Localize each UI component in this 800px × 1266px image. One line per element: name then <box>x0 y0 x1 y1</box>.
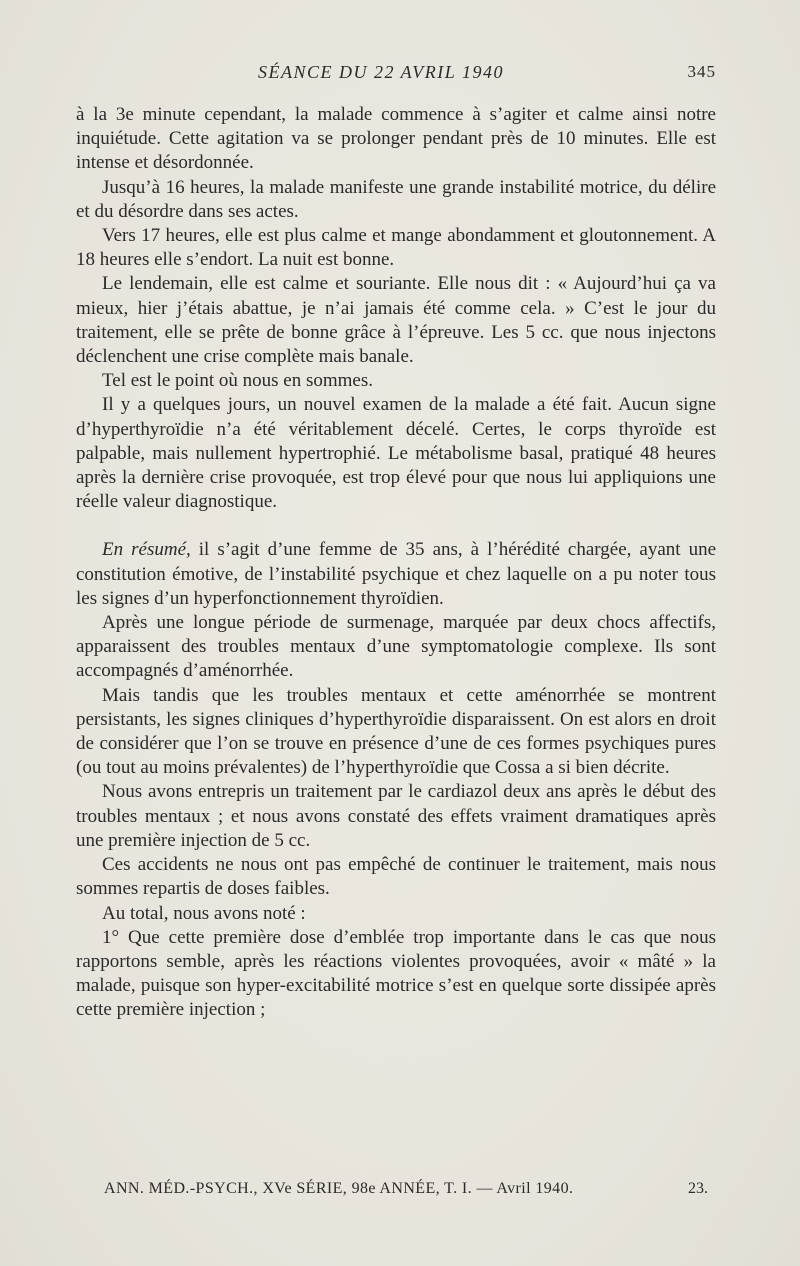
running-head <box>76 62 716 88</box>
paragraph-2: Jusqu’à 16 heures, la malade manifeste une grande instabilité motrice, du délire et du désordre dans ses actes. <box>76 176 716 222</box>
summary-rest: il s’agit d’une femme de 35 ans, à l’hérédité chargée, ayant une constitution émotive, de l’instabilité psychique et chez laquelle on a pu noter tous les signes d’un hyperfonctionnement thyroïdien. <box>76 539 716 609</box>
page-footer <box>104 1180 708 1204</box>
paragraph-3: Vers 17 heures, elle est plus calme et mange abondamment et gloutonnement. A 18 heures elle s’endort. La nuit est bonne. <box>76 225 716 271</box>
running-title: SÉANCE DU 22 AVRIL 1940 <box>258 62 504 82</box>
paragraph-7: Après une longue période de surmenage, marquée par deux chocs affectifs, apparaissent des troubles mentaux d’une symptomatologie complexe. Ils sont accompagnés d’aménorrhée. <box>76 612 716 682</box>
paragraph-9: Nous avons entrepris un traitement par le cardiazol deux ans après le début des troubles mentaux ; et nous avons constaté des effets vraiment dramatiques après une première injection de 5 cc. <box>76 781 716 851</box>
section-gap <box>76 514 716 538</box>
paragraph-12: 1° Que cette première dose d’emblée trop importante dans le cas que nous rapportons semble, après les réactions violentes provoquées, avoir « mâté » la malade, puisque son hyper-excitabilité motrice s’est en quelque sorte dissipée après cette première injection ; <box>76 926 716 1021</box>
paragraph-5: Tel est le point où nous en sommes. <box>102 370 373 392</box>
summary-lead: En résumé, <box>102 539 191 561</box>
page-number: 345 <box>687 62 716 81</box>
paragraph-4: Le lendemain, elle est calme et souriante. Elle nous dit : « Aujourd’hui ça va mieux, hier j’étais abattue, je n’ai jamais été comme cela. » C’est le jour du traitement, elle se prête de bonne grâce à l’épreuve. Les 5 cc. que nous injectons déclenchent une crise complète mais banale. <box>76 273 716 368</box>
summary-paragraph <box>76 538 716 611</box>
paragraph-6: Il y a quelques jours, un nouvel examen de la malade a été fait. Aucun signe d’hyperthyroïdie n’a été véritablement décelé. Certes, le corps thyroïde est palpable, mais nullement hypertrophié. Le métabolisme basal, pratiqué 48 heures après la dernière crise provoquée, est trop élevé pour que nous lui appliquions une réelle valeur diagnostique. <box>76 394 716 513</box>
signature-mark: 23. <box>688 1180 708 1197</box>
body-text <box>76 103 716 1023</box>
paragraph-11: Au total, nous avons noté : <box>102 902 306 924</box>
paragraph-10: Ces accidents ne nous ont pas empêché de continuer le traitement, mais nous sommes repartis de doses faibles. <box>76 854 716 900</box>
journal-citation: ANN. MÉD.-PSYCH., XVe SÉRIE, 98e ANNÉE, T. I. — Avril 1940. <box>104 1180 574 1197</box>
paragraph-1: à la 3e minute cependant, la malade commence à s’agiter et calme ainsi notre inquiétude. Cette agitation va se prolonger pendant près de 10 minutes. Elle est intense et désordonnée. <box>76 104 716 174</box>
paragraph-8: Mais tandis que les troubles mentaux et cette aménorrhée se montrent persistants, les signes cliniques d’hyperthyroïdie disparaissent. On est alors en droit de considérer que l’on se trouve en présence d’une de ces formes psychiques pures (ou tout au moins prévalentes) de l’hyperthyroïdie que Cossa a si bien décrite. <box>76 684 716 779</box>
